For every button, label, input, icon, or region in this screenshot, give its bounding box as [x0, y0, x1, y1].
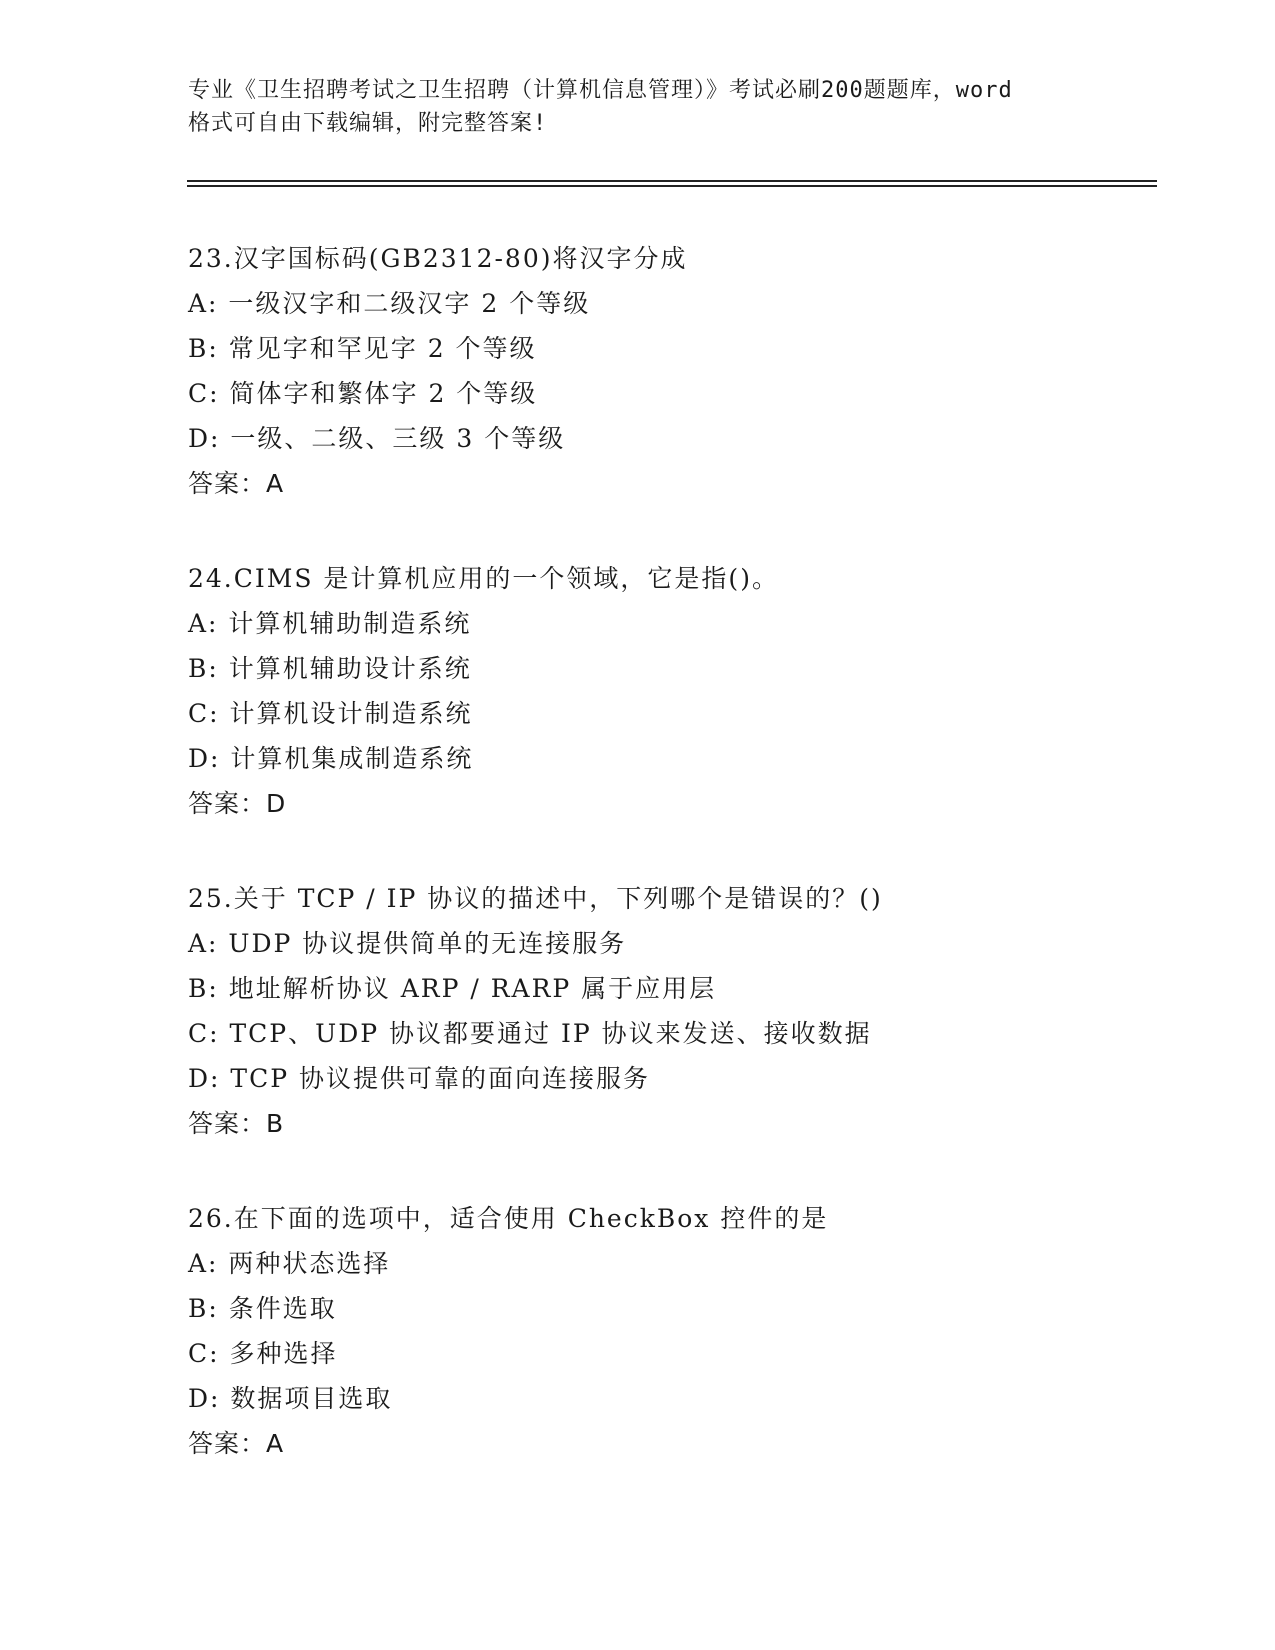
answer-line: 答案：B [188, 1109, 285, 1138]
question-stem: 25.关于 TCP / IP 协议的描述中，下列哪个是错误的？() [188, 884, 883, 913]
option-c: C: 多种选择 [188, 1339, 338, 1368]
option-a: A: 两种状态选择 [188, 1249, 391, 1278]
question-stem: 26.在下面的选项中，适合使用 CheckBox 控件的是 [188, 1204, 829, 1233]
option-c: C: TCP、UDP 协议都要通过 IP 协议来发送、接收数据 [188, 1019, 872, 1048]
answer-line: 答案：D [188, 789, 287, 818]
question-23 [188, 236, 1168, 556]
option-b: B: 条件选取 [188, 1294, 337, 1323]
option-d: D: 数据项目选取 [188, 1384, 393, 1413]
option-d: D: 一级、二级、三级 3 个等级 [188, 424, 566, 453]
option-a: A: 计算机辅助制造系统 [188, 609, 472, 638]
question-25 [188, 876, 1168, 1196]
header-divider-top [187, 180, 1157, 182]
option-b: B: 地址解析协议 ARP / RARP 属于应用层 [188, 974, 717, 1003]
question-24 [188, 556, 1168, 876]
header-line-1: 专业《卫生招聘考试之卫生招聘（计算机信息管理）》考试必刷200题题库，word [188, 78, 1013, 103]
document-header [188, 74, 1088, 140]
option-b: B: 常见字和罕见字 2 个等级 [188, 334, 537, 363]
question-stem: 24.CIMS 是计算机应用的一个领域，它是指()。 [188, 564, 779, 593]
answer-line: 答案：A [188, 469, 285, 498]
question-26 [188, 1196, 1168, 1516]
option-a: A: 一级汉字和二级汉字 2 个等级 [188, 289, 591, 318]
question-list [188, 236, 1168, 1516]
header-divider-bottom [187, 185, 1157, 187]
header-line-2: 格式可自由下载编辑，附完整答案! [188, 111, 548, 136]
question-stem: 23.汉字国标码(GB2312-80)将汉字分成 [188, 244, 688, 273]
option-a: A: UDP 协议提供简单的无连接服务 [188, 929, 627, 958]
option-c: C: 简体字和繁体字 2 个等级 [188, 379, 538, 408]
answer-line: 答案：A [188, 1429, 285, 1458]
option-b: B: 计算机辅助设计系统 [188, 654, 472, 683]
option-c: C: 计算机设计制造系统 [188, 699, 473, 728]
option-d: D: TCP 协议提供可靠的面向连接服务 [188, 1064, 650, 1093]
option-d: D: 计算机集成制造系统 [188, 744, 474, 773]
